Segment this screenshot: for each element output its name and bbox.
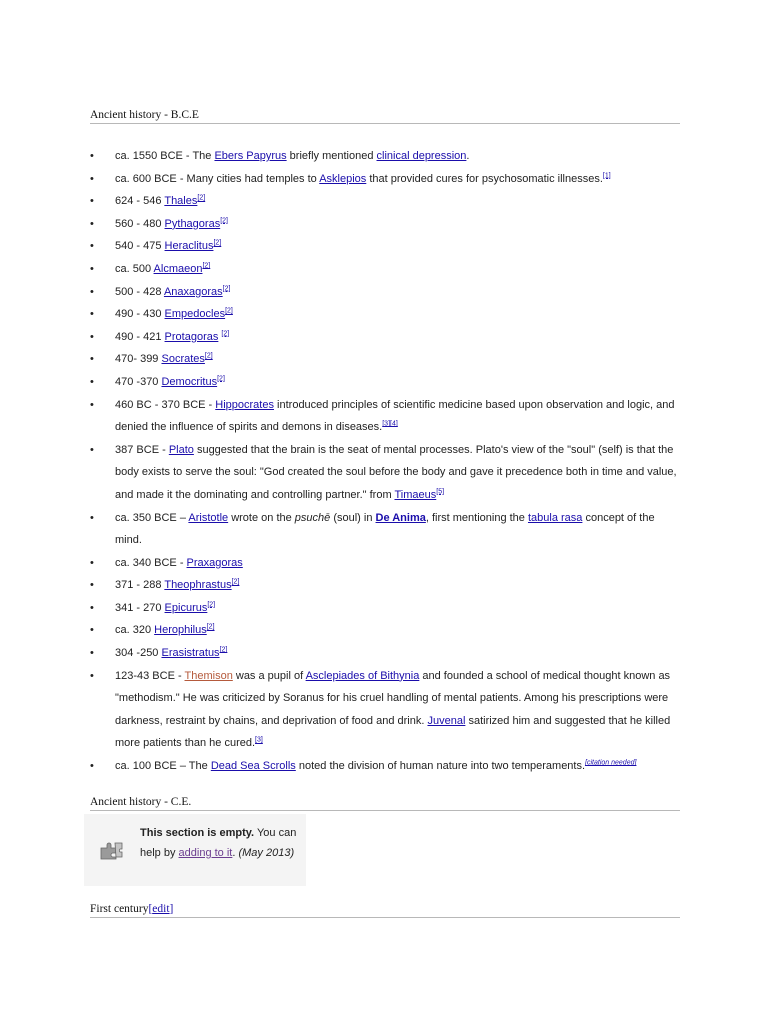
reference-link[interactable]: [2]	[222, 284, 231, 292]
reference-link[interactable]: [2]	[220, 217, 228, 225]
list-item: • 304 -250 Erasistratus[2]	[90, 646, 228, 660]
reference-link[interactable]: [1]	[602, 171, 611, 179]
list-item: • 490 - 421 Protagoras [2]	[90, 330, 230, 343]
link-juvenal[interactable]: Juvenal	[427, 714, 466, 727]
reference-link[interactable]: [5]	[436, 488, 445, 496]
reference-link[interactable]: [2]	[207, 601, 216, 609]
reference-link[interactable]: [2]	[221, 330, 230, 338]
link-themison[interactable]: Themison	[184, 669, 233, 682]
reference-link[interactable]: [2]	[231, 578, 240, 586]
notice-text: This section is empty. You can help by adding to it. (May 2013)	[140, 827, 297, 859]
link-ebers-papyrus[interactable]: Ebers Papyrus	[214, 150, 287, 162]
reference-link[interactable]: [2]	[219, 646, 228, 654]
list-item: • 460 BC - 370 BCE - Hippocrates introduced principles of scientific medicine based upon observation and logic, and denied the influence of spirits and demons in diseases.[3][4]	[90, 398, 675, 434]
link-herophilus[interactable]: Herophilus	[154, 624, 207, 637]
list-item: • 470- 399 Socrates[2]	[90, 352, 213, 366]
list-item: • 123-43 BCE - Themison was a pupil of Asclepiades of Bithynia and founded a school of medical thought known as "methodism." He was criticized by Soranus for his cruel handling of mental patients. Among his prescriptions were darkness, restraint by chains, and deprivation of food and drink. Juvenal satirized him and suggested that he killed more patients than he cured.[3]	[90, 669, 671, 750]
list-item: • 624 - 546 Thales[2]	[90, 194, 206, 208]
reference-link[interactable]: [2]	[217, 375, 225, 383]
link-clinical-depression[interactable]: clinical depression	[376, 150, 467, 162]
list-item: • 540 - 475 Heraclitus[2]	[90, 239, 222, 253]
reference-link[interactable]: [2]	[204, 352, 213, 360]
link-plato[interactable]: Plato	[168, 443, 194, 456]
link-theophrastus[interactable]: Theophrastus	[164, 579, 232, 592]
reference-link[interactable]: [3][4]	[382, 420, 398, 428]
list-item: • 387 BCE - Plato suggested that the brain is the seat of mental processes. Plato's view of the "soul" (self) is that the body exists to serve the soul: "God created the soul before the body and gave it precedence both in time and value, and made it the dominating and controlling partner." from Timaeus[5]	[90, 443, 677, 501]
link-anaxagoras[interactable]: Anaxagoras	[163, 285, 223, 298]
list-item: • 470 -370 Democritus[2]	[90, 375, 225, 388]
link-democritus[interactable]: Democritus	[161, 375, 218, 388]
section-heading-ce: Ancient history - C.E.	[90, 795, 680, 811]
puzzle-icon	[98, 840, 126, 860]
reference-link[interactable]: [2]	[213, 239, 222, 247]
events-list	[90, 145, 682, 778]
list-item: • ca. 1550 BCE - The Ebers Papyrus briefly mentioned clinical depression.	[90, 150, 470, 162]
link-praxagoras[interactable]: Praxagoras	[186, 556, 243, 569]
empty-section-notice	[84, 814, 306, 886]
list-item: • ca. 340 BCE - Praxagoras	[90, 556, 243, 569]
citation-needed-link[interactable]: [citation needed]	[585, 759, 637, 767]
list-item: • ca. 600 BCE - Many cities had temples to Asklepios that provided cures for psychosomatic illnesses.[1]	[90, 171, 611, 185]
list-item: • 560 - 480 Pythagoras[2]	[90, 217, 228, 230]
section-heading-bce: Ancient history - B.C.E	[90, 108, 680, 124]
link-heraclitus[interactable]: Heraclitus	[164, 240, 214, 253]
list-item: • 371 - 288 Theophrastus[2]	[90, 578, 240, 592]
link-asklepios[interactable]: Asklepios	[319, 172, 367, 185]
link-hippocrates[interactable]: Hippocrates	[215, 398, 274, 411]
list-item: • ca. 320 Herophilus[2]	[90, 623, 215, 637]
link-epicurus[interactable]: Epicurus	[164, 601, 208, 614]
list-item: • ca. 100 BCE – The Dead Sea Scrolls noted the division of human nature into two temperaments.[citation needed]	[90, 759, 637, 773]
reference-link[interactable]: [2]	[197, 194, 206, 202]
link-pythagoras[interactable]: Pythagoras	[164, 217, 221, 230]
link-tabula-rasa[interactable]: tabula rasa	[527, 511, 583, 524]
link-asclepiades-of-bithynia[interactable]: Asclepiades of Bithynia	[305, 669, 420, 682]
reference-link[interactable]: [3]	[255, 736, 263, 744]
reference-link[interactable]: [2]	[225, 307, 233, 315]
link-empedocles[interactable]: Empedocles	[164, 308, 226, 321]
link-aristotle[interactable]: Aristotle	[188, 511, 229, 524]
section-heading-first-century: First century[edit]	[90, 902, 680, 918]
link-erasistratus[interactable]: Erasistratus	[161, 647, 220, 660]
link-socrates[interactable]: Socrates	[161, 353, 205, 366]
link-protagoras[interactable]: Protagoras	[164, 330, 219, 343]
link-alcmaeon[interactable]: Alcmaeon	[153, 262, 203, 275]
add-to-section-link[interactable]: adding to it	[178, 846, 233, 859]
link-thales[interactable]: Thales	[164, 195, 198, 208]
list-item: • 341 - 270 Epicurus[2]	[90, 601, 216, 614]
link-dead-sea-scrolls[interactable]: Dead Sea Scrolls	[210, 760, 296, 773]
reference-link[interactable]: [2]	[202, 262, 211, 270]
link-de-anima[interactable]: De Anima	[375, 511, 426, 524]
list-item: • 490 - 430 Empedocles[2]	[90, 307, 233, 321]
reference-link[interactable]: [2]	[206, 623, 215, 631]
edit-section-link[interactable]: edit	[152, 903, 170, 915]
list-item: • ca. 350 BCE – Aristotle wrote on the psuchē (soul) in De Anima, first mentioning the tabula rasa concept of the mind.	[90, 511, 655, 547]
link-timaeus[interactable]: Timaeus	[394, 488, 437, 501]
list-item: • ca. 500 Alcmaeon[2]	[90, 262, 211, 275]
list-item: • 500 - 428 Anaxagoras[2]	[90, 284, 231, 298]
